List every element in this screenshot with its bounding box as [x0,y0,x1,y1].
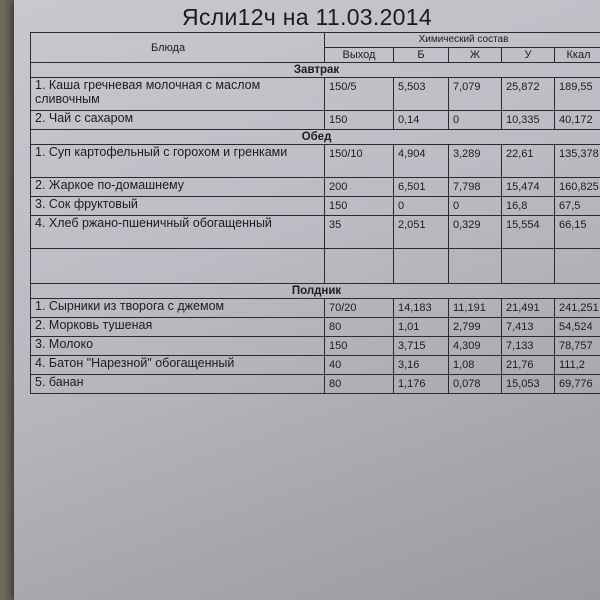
out-cell: 70/20 [325,299,394,318]
out-cell: 200 [325,178,394,197]
section-lunch: Обед [31,130,600,145]
table-row [31,337,600,356]
empty-cell [555,249,600,284]
zh-cell: 0,329 [449,216,502,249]
u-cell: 10,335 [502,111,555,130]
zh-cell: 1,08 [449,356,502,375]
u-cell: 7,413 [502,318,555,337]
out-cell: 35 [325,216,394,249]
b-cell: 4,904 [394,145,449,178]
kcal-cell: 189,55 [555,78,600,111]
zh-cell: 11,191 [449,299,502,318]
out-cell: 40 [325,356,394,375]
kcal-header: Ккал [555,48,600,63]
zh-cell: 0 [449,111,502,130]
dish-cell: 3. Сок фруктовый [31,197,325,216]
out-cell: 150/5 [325,78,394,111]
dish-cell: 1. Суп картофельный с горохом и гренками [31,145,325,178]
u-cell: 15,554 [502,216,555,249]
kcal-cell: 67,5 [555,197,600,216]
b-cell: 1,176 [394,375,449,394]
table-row [31,299,600,318]
menu-sheet [14,0,600,600]
dish-cell: 3. Молоко [31,337,325,356]
zh-header: Ж [449,48,502,63]
b-cell: 0 [394,197,449,216]
u-cell: 15,053 [502,375,555,394]
empty-cell [502,249,555,284]
out-cell: 150 [325,111,394,130]
u-cell: 22,61 [502,145,555,178]
dish-cell: 4. Хлеб ржано-пшеничный обогащенный [31,216,325,249]
empty-cell [325,249,394,284]
u-cell: 7,133 [502,337,555,356]
kcal-cell: 69,776 [555,375,600,394]
b-cell: 0,14 [394,111,449,130]
dish-cell: 2. Чай с сахаром [31,111,325,130]
u-cell: 21,76 [502,356,555,375]
kcal-cell: 135,378 [555,145,600,178]
table-row [31,145,600,178]
b-cell: 6,501 [394,178,449,197]
empty-cell [449,249,502,284]
table-row [31,197,600,216]
section-breakfast: Завтрак [31,63,600,78]
table-row [31,178,600,197]
kcal-cell: 66,15 [555,216,600,249]
b-cell: 2,051 [394,216,449,249]
empty-cell [394,249,449,284]
table-row [31,216,600,249]
out-header: Выход [325,48,394,63]
zh-cell: 0,078 [449,375,502,394]
dish-cell: 2. Жаркое по-домашнему [31,178,325,197]
section-snack: Полдник [31,284,600,299]
dish-header: Блюда [31,33,325,63]
zh-cell: 4,309 [449,337,502,356]
table-row [31,356,600,375]
kcal-cell: 54,524 [555,318,600,337]
menu-table [30,32,600,394]
section-row [31,284,600,299]
kcal-cell: 241,251 [555,299,600,318]
b-cell: 3,16 [394,356,449,375]
empty-row [31,249,600,284]
zh-cell: 0 [449,197,502,216]
chem-header: Химический состав [325,33,600,48]
b-header: Б [394,48,449,63]
section-row [31,63,600,78]
u-cell: 15,474 [502,178,555,197]
zh-cell: 3,289 [449,145,502,178]
table-row [31,318,600,337]
out-cell: 80 [325,318,394,337]
table-row [31,375,600,394]
u-cell: 21,491 [502,299,555,318]
dish-cell: 2. Морковь тушеная [31,318,325,337]
out-cell: 150/10 [325,145,394,178]
header-row [31,33,600,48]
dish-cell: 1. Сырники из творога с джемом [31,299,325,318]
out-cell: 150 [325,337,394,356]
zh-cell: 7,079 [449,78,502,111]
blank-paper-area [14,440,600,600]
zh-cell: 2,799 [449,318,502,337]
b-cell: 5,503 [394,78,449,111]
empty-cell [31,249,325,284]
out-cell: 80 [325,375,394,394]
u-header: У [502,48,555,63]
section-row [31,130,600,145]
u-cell: 25,872 [502,78,555,111]
kcal-cell: 78,757 [555,337,600,356]
dish-cell: 4. Батон "Нарезной" обогащенный [31,356,325,375]
kcal-cell: 111,2 [555,356,600,375]
b-cell: 14,183 [394,299,449,318]
kcal-cell: 160,825 [555,178,600,197]
b-cell: 3,715 [394,337,449,356]
b-cell: 1,01 [394,318,449,337]
page-title: Ясли12ч на 11.03.2014 [182,4,432,30]
dish-cell: 5. банан [31,375,325,394]
zh-cell: 7,798 [449,178,502,197]
out-cell: 150 [325,197,394,216]
table-row [31,78,600,111]
dish-cell: 1. Каша гречневая молочная с маслом сливочным [31,78,325,111]
u-cell: 16,8 [502,197,555,216]
table-row [31,111,600,130]
kcal-cell: 40,172 [555,111,600,130]
